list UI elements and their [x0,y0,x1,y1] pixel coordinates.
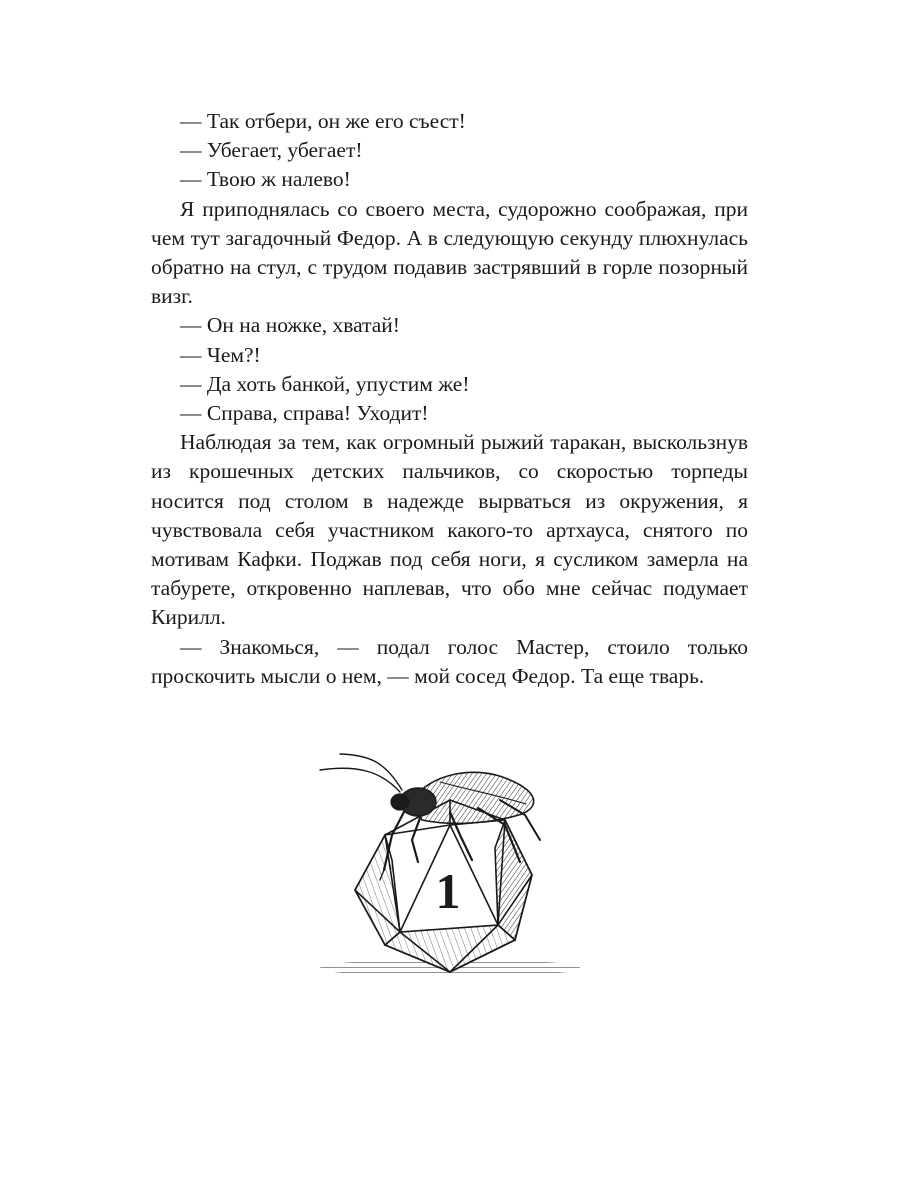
paragraph: — Да хоть банкой, упустим же! [180,371,470,396]
paragraph: — Убегает, убегает! [180,138,363,163]
paragraph: Наблюдая за тем, как огромный рыжий таракан, выскользнув из крошечных детских пальчиков, со скоростью торпеды носится под столом в надежде вырваться из окружения, я чувствовала себя участником какого-то артхауса, снятого по мотивам Кафки. Поджав под себя ноги, я сусликом замерла на табурете, откровенно наплевав, что обо мне сейчас подумает Кирилл. [151,430,748,630]
cockroach-on-die-illustration [300,740,600,1000]
paragraph: — Так отбери, он же его съест! [180,109,466,133]
paragraph: — Знакомься, — подал голос Мастер, стоило только проскочить мысли о нем, — мой сосед Федор. Та еще тварь. [151,634,748,688]
die-number: 1 [435,863,461,919]
paragraph: — Он на ножке, хватай! [180,313,400,338]
paragraph: — Твою ж налево! [180,167,351,192]
paragraph: — Справа, справа! Уходит! [180,401,429,426]
illustration-svg [300,740,600,1000]
paragraph: — Чем?! [180,342,261,367]
book-text [151,107,748,691]
paragraph: Я приподнялась со своего места, судорожно соображая, при чем тут загадочный Федор. А в следующую секунду плюхнулась обратно на стул, с трудом подавив застрявший в горле позорный визг. [151,196,748,309]
